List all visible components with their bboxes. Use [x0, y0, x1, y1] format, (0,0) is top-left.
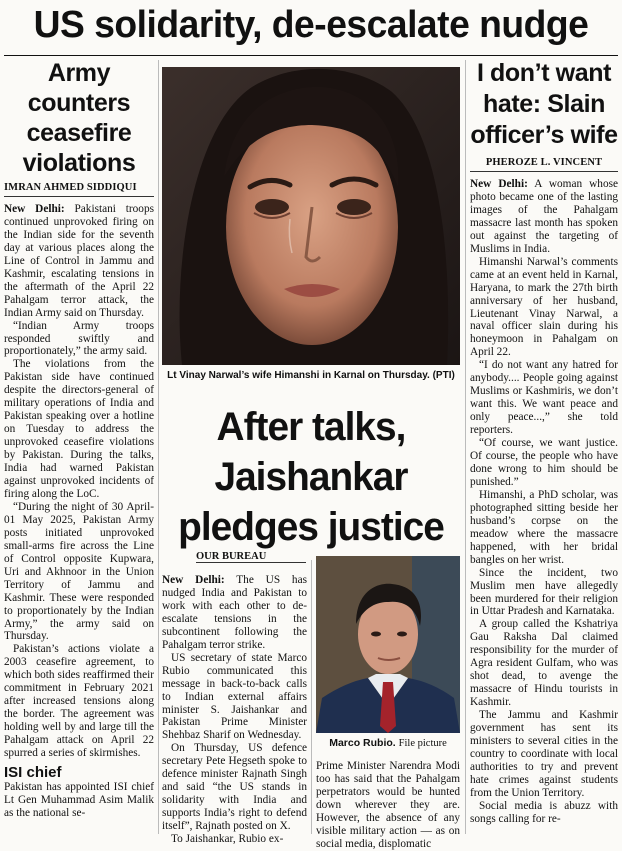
- himanshi-photo: [162, 67, 460, 365]
- rubio-caption-name: Marco Rubio.: [329, 737, 396, 749]
- center-story-byline: OUR BUREAU: [196, 551, 306, 563]
- himanshi-photo-caption: Lt Vinay Narwal’s wife Himanshi in Karnal on Thursday. (PTI): [167, 370, 455, 381]
- rubio-photo-caption: [316, 737, 460, 750]
- center-story-paragraph: To Jaishankar, Rubio ex-: [171, 833, 284, 846]
- right-story-body: [470, 178, 618, 826]
- center-story-text: The US has nudged India and Pakistan to work with each other to de-escalate tensions in the subcontinent following the Pahalgam terror strike.: [162, 574, 307, 651]
- banner-rule: [4, 55, 618, 56]
- left-story-text: Pakistani troops continued unprovoked firing on the Indian side for the seventh day at various places along the Line of Control in Jammu and Kashmir, escalating tensions in the aftermath of the April 22 Pahalgam terror attack, the Indian Army said on Thursday.: [4, 203, 154, 319]
- right-story-headline: I don’t want hate: Slain officer’s wife: [470, 59, 618, 149]
- portrait-illustration: [162, 67, 460, 365]
- right-story-paragraph: “Of course, we want justice. Of course, the people who have done wrong to him should be punished.”: [470, 437, 618, 488]
- left-story-paragraph: Pakistan has appointed ISI chief Lt Gen Muhammad Asim Malik as the national se-: [4, 780, 154, 819]
- right-story-paragraph: Himanshi Narwal’s comments came at an event held in Karnal, Haryana, to mark the 27th birth anniversary of her husband, Lieutenant Vinay Narwal, a naval officer slain during his honeymoon in Pahalgam on April 22.: [470, 255, 618, 359]
- right-story-paragraph: Himanshi, a PhD scholar, was photographed sitting beside her husband’s corpse on the meadow where the massacre happened, with her bridal bangles on her wrist.: [470, 488, 618, 566]
- center-story-column-1: [162, 574, 307, 846]
- center-story-paragraph: US secretary of state Marco Rubio communicated this message in back-to-back calls to Indian external affairs minister S. Jaishankar and Pakistan Prime Minister Shehbaz Sharif on Wednesday.: [162, 651, 307, 742]
- left-story-subhead: ISI chief: [4, 763, 62, 781]
- center-story-column-2: [316, 760, 460, 850]
- column-divider: [465, 60, 466, 834]
- right-story-paragraph: [470, 178, 618, 256]
- left-story-dateline: New Delhi:: [4, 203, 65, 215]
- column-divider: [311, 560, 312, 834]
- right-story-byline: PHEROZE L. VINCENT: [470, 155, 618, 172]
- left-story-paragraph: The violations from the Pakistan side have continued despite the directors-general of military operations of India and Pakistan speaking over a hotline on Tuesday to address the unprovoked ceasefire violations by Pakistan. During the talks, India had warned Pakistan against unprovoked incidents of firing along the LoC.: [4, 358, 154, 500]
- center-story-headline: After talks, Jaishankar pledges justice: [178, 405, 444, 549]
- column-divider: [158, 60, 159, 834]
- center-story-paragraph: Prime Minister Narendra Modi too has said that the Pahalgam perpetrators would be hunted down wherever they are. However, the absence of any visible military action — as on social media, displomatic: [316, 760, 460, 850]
- right-story-paragraph: “I do not want any hatred for anybody.... People going against Muslims or Kashmiris, we don’t want this. We want peace and only peace...,” she told reporters.: [470, 359, 618, 437]
- rubio-illustration: [316, 556, 460, 733]
- center-story-dateline: New Delhi:: [162, 574, 225, 586]
- right-story-text: A woman whose photo became one of the lasting images of the Pahalgam massacre last month has spoken out against the targeting of Muslims in India.: [470, 178, 619, 255]
- left-story-byline: IMRAN AHMED SIDDIQUI: [4, 180, 154, 197]
- page-banner-headline: US solidarity, de-escalate nudge: [33, 4, 589, 46]
- left-story-headline: Army counters ceasefire violations: [22, 59, 136, 177]
- right-story-paragraph: The Jammu and Kashmir government has sent its ministers to several cities in the country to coordinate with local authorities to try and prevent hate crimes against students from the Union Territory.: [470, 709, 618, 799]
- left-story: [4, 58, 154, 834]
- left-story-paragraph: “Indian Army troops responded swiftly and proportionately,” the army said.: [4, 319, 154, 358]
- left-story-body: [4, 203, 154, 820]
- left-story-paragraph: [4, 203, 154, 320]
- right-story-paragraph: Since the incident, two Muslim men have allegedly been murdered for their religion in Uttar Pradesh and Karnataka.: [470, 566, 618, 618]
- rubio-photo: [316, 556, 460, 733]
- right-story: [470, 58, 618, 834]
- right-story-dateline: New Delhi:: [470, 178, 528, 190]
- left-story-paragraph: Pakistan’s actions violate a 2003 ceasefire agreement, to which both sides reaffirmed their commitment in February 2021 after increased tensions along the border. The agreement was holding well by and large till the Pahalgam attack on April 22 spurred a series of skirmishes.: [4, 643, 154, 760]
- right-story-paragraph: A group called the Kshatriya Gau Raksha Dal claimed responsibility for the murder of Agra resident Gulfam, who was shot dead, to avenge the massacre of Hindu tourists in Kashmir.: [470, 618, 618, 709]
- left-story-paragraph: “During the night of 30 April-01 May 2025, Pakistan Army posts initiated unprovoked small-arms fire across the Line of Control opposite Kupwara, Uri and Akhnoor in the Union Territory of Jammu and Kashmir. These were responded to proportionately by the Indian Army,” the army said on Thursday.: [4, 500, 154, 643]
- right-story-paragraph: Social media is abuzz with songs calling for re-: [470, 799, 618, 825]
- center-story-paragraph: On Thursday, US defence secretary Pete Hegseth spoke to defence minister Rajnath Singh and said “the US stands in solidarity with India and supports India’s right to defend itself”, Rajnath posted on X.: [162, 742, 307, 833]
- rubio-photo-credit: File picture: [398, 738, 447, 749]
- center-story-paragraph: [162, 574, 307, 652]
